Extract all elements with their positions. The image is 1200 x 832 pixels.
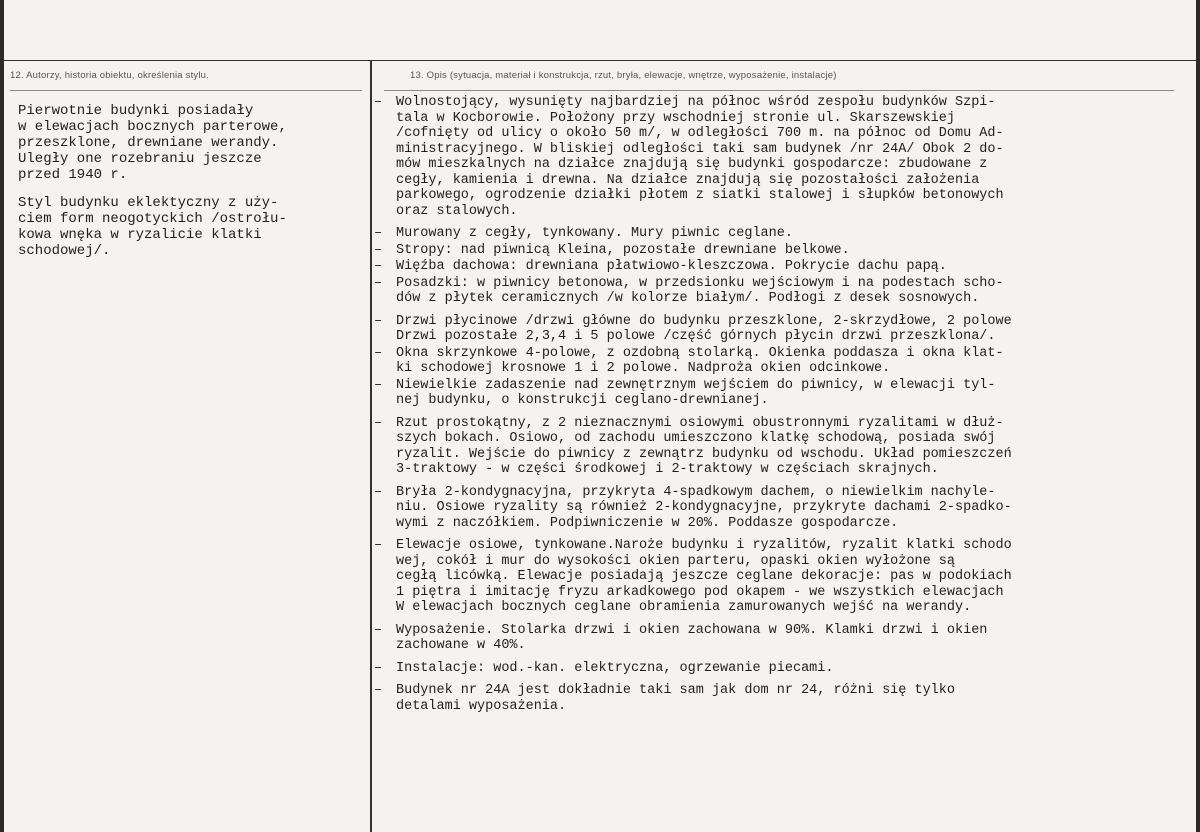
entry-text: Murowany z cegły, tynkowany. Mury piwnic ceglane.: [396, 226, 793, 241]
entry-dash: –: [374, 683, 383, 698]
description-entry: [372, 346, 1182, 377]
entry-text: Stropy: nad piwnicą Kleina, pozostałe drewniane belkowe.: [396, 242, 850, 258]
entry-dash: –: [374, 538, 383, 553]
entry-dash: –: [374, 345, 383, 361]
description-entry: [372, 485, 1182, 532]
entry-text: Niewielkie zadaszenie nad zewnętrznym wejściem do piwnicy, w elewacji tyl- nej budynku, o konstrukcji ceglano-drewnianej.: [396, 377, 996, 408]
entry-text: Bryła 2-kondygnacyjna, przykryta 4-spadkowym dachem, o niewielkim nachyle- niu. Osiowe ryzality są również 2-kondygnacyjne, przykryte dachami 2-spadko- wymi z naczółkiem. Podpiwniczenie w 20%. Poddasze gospodarcze.: [396, 484, 1012, 531]
entry-text: Instalacje: wod.-kan. elektryczna, ogrzewanie piecami.: [396, 660, 834, 676]
entry-text: Budynek nr 24A jest dokładnie taki sam jak dom nr 24, różni się tylko detalami wyposażenia.: [396, 683, 955, 714]
header-rule-left: [10, 90, 362, 91]
description-entry: [372, 243, 1182, 259]
entry-text: Okna skrzynkowe 4-polowe, z ozdobną stolarką. Okienka poddasza i okna klat- ki schodowej krosnowe 1 i 2 polowe. Nadproża okien odcinkowe.: [396, 345, 1004, 376]
description-entry: [372, 276, 1182, 307]
section-12-header: 12. Autorzy, historia obiektu, określenia stylu.: [10, 70, 209, 81]
history-style-column: [18, 103, 363, 271]
entry-dash: –: [374, 660, 383, 676]
entry-text: Więźba dachowa: drewniana płatwiowo-kleszczowa. Pokrycie dachu papą.: [396, 259, 947, 274]
description-entry: [372, 661, 1182, 677]
card-top-margin: [4, 0, 1196, 61]
header-rule-right: [384, 90, 1174, 91]
style-paragraph: Styl budynku eklektyczny z uży- ciem form neogotyckich /ostrołu- kowa wnęka w ryzalicie klatki schodowej/.: [18, 195, 287, 259]
description-entry: [372, 538, 1182, 616]
description-entry: [372, 378, 1182, 409]
entry-dash: –: [374, 242, 383, 258]
description-column: [372, 95, 1182, 721]
entry-dash: –: [374, 226, 383, 241]
entry-text: Drzwi płycinowe /drzwi główne do budynku przeszklone, 2-skrzydłowe, 2 polowe Drzwi pozostałe 2,3,4 i 5 polowe /część górnych płycin drzwi przeszklona/.: [396, 313, 1012, 344]
entry-text: Wyposażenie. Stolarka drzwi i okien zachowana w 90%. Klamki drzwi i okien zachowane w 40%.: [396, 622, 988, 653]
entry-dash: –: [374, 313, 383, 329]
description-entry: [372, 95, 1182, 219]
entry-dash: –: [374, 415, 383, 431]
entry-dash: –: [374, 484, 383, 500]
description-entry: [372, 226, 1182, 242]
record-card: [4, 0, 1196, 832]
section-13-header: 13. Opis (sytuacja, materiał i konstrukcja, rzut, bryła, elewacje, wnętrze, wyposażenie, instalacje): [410, 70, 837, 81]
description-entry: [372, 314, 1182, 345]
history-paragraph: Pierwotnie budynki posiadały w elewacjach bocznych parterowe, przeszklone, drewniane werandy. Uległy one rozebraniu jeszcze przed 1940 r.: [18, 103, 287, 183]
entry-text: Wolnostojący, wysunięty najbardziej na północ wśród zespołu budynków Szpi- tala w Kocborowie. Położony przy wschodniej stronie ul. Skarszewskiej /cofnięty od ulicy o około 50 m/, w odległości 700 m. na północ od Domu Ad- ministracyjnego. W bliskiej odległości taki sam budynek /nr 24A/ Obok 2 do- mów mieszkalnych na działce znajdują się budynki gospodarcze: zbudowane z cegły, kamienia i drewna. Na działce znajdują się pozostałości założenia parkowego, ogrodzenie działki płotem z siatki stalowej i słupków betonowych oraz stalowych.: [396, 95, 1004, 219]
entry-text: Rzut prostokątny, z 2 nieznacznymi osiowymi obustronnymi ryzalitami w dłuż- szych bokach. Osiowo, od zachodu umieszczono klatkę schodową, posiada swój ryzalit. Wejście do piwnicy z zewnątrz budynku od wschodu. Układ pomieszczeń 3-traktowy - w części środkowej i 2-traktowy w częściach skrajnych.: [396, 415, 1012, 477]
entry-dash: –: [374, 377, 383, 393]
entry-text: Posadzki: w piwnicy betonowa, w przedsionku wejściowym i na podestach scho- dów z płytek ceramicznych /w kolorze białym/. Podłogi z desek sosnowych.: [396, 275, 1004, 306]
description-entry: [372, 623, 1182, 654]
entry-dash: –: [374, 95, 383, 110]
description-entry: [372, 683, 1182, 714]
entry-dash: –: [374, 275, 383, 291]
entry-dash: –: [374, 622, 383, 638]
description-entry: [372, 259, 1182, 275]
entry-text: Elewacje osiowe, tynkowane.Naroże budynku i ryzalitów, ryzalit klatki schodo wej, cokół i mur do wysokości okien parteru, opaski okien wyłożone są cegłą licówką. Elewacje posiadają jeszcze ceglane dekoracje: pas w podokiach 1 piętra i imitację fryzu arkadkowego pod okapem - we wszystkich elewacjach W elewacjach bocznych ceglane obramienia zamurowanych wejść na werandy.: [396, 538, 1012, 615]
entry-dash: –: [374, 259, 383, 274]
description-entry: [372, 416, 1182, 478]
